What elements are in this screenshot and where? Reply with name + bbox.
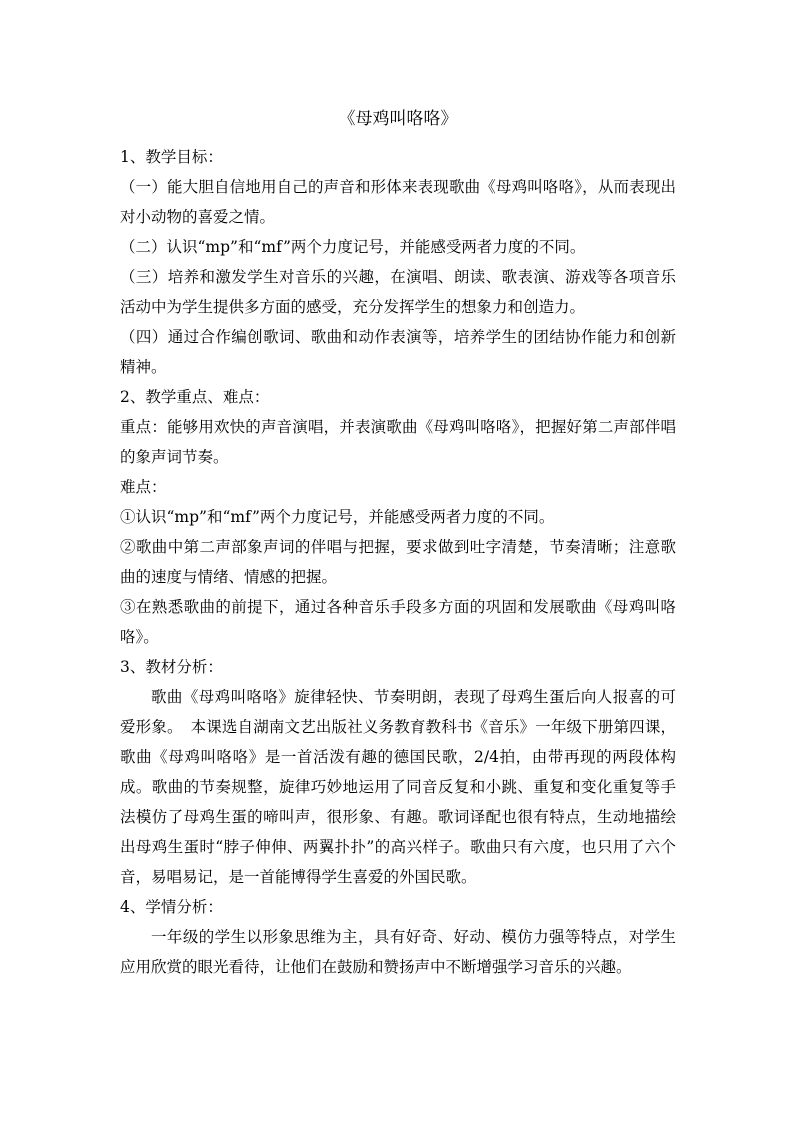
goal-item-2: （二）认识“mp”和“mf”两个力度记号，并能感受两者力度的不同。	[120, 238, 586, 256]
difficulty-label: 难点：	[120, 478, 167, 496]
learner-analysis-paragraph: 一年级的学生以形象思维为主，具有好奇、好动、模仿力强等特点，对学生应用欣赏的眼光看待，让他们在鼓励和赞扬声中不断增强学习音乐的兴趣。	[120, 928, 676, 976]
goal-item-3: （三）培养和激发学生对音乐的兴趣，在演唱、朗读、歌表演、游戏等各项音乐活动中为学生提供多方面的感受，充分发挥学生的想象力和创造力。	[120, 268, 676, 316]
material-analysis-paragraph: 歌曲《母鸡叫咯咯》旋律轻快、节奏明朗，表现了母鸡生蛋后向人报喜的可爱形象。 本课选自湖南文艺出版社义务教育教科书《音乐》一年级下册第四课，歌曲《母鸡叫咯咯》是一首活泼有趣的德国民歌，2/4拍，由带再现的两段体构成。歌曲的节奏规整，旋律巧妙地运用了同音反复和小跳、重复和变化重复等手法模仿了母鸡生蛋的啼叫声，很形象、有趣。歌词译配也很有特点，生动地描绘出母鸡生蛋时“脖子伸伸、两翼扑扑”的高兴样子。歌曲只有六度，也只用了六个音，易唱易记，是一首能博得学生喜爱的外国民歌。	[120, 688, 676, 886]
difficulty-item-1: ①认识“mp”和“mf”两个力度记号，并能感受两者力度的不同。	[120, 508, 555, 526]
difficulty-item-2: ②歌曲中第二声部象声词的伴唱与把握，要求做到吐字清楚，节奏清晰；注意歌曲的速度与情绪、情感的把握。	[120, 538, 676, 586]
difficulty-item-3: ③在熟悉歌曲的前提下，通过各种音乐手段多方面的巩固和发展歌曲《母鸡叫咯咯》。	[120, 598, 676, 646]
goal-item-4: （四）通过合作编创歌词、歌曲和动作表演等，培养学生的团结协作能力和创新精神。	[120, 328, 676, 376]
section-heading-learner-analysis: 4、学情分析：	[120, 898, 223, 916]
key-point-paragraph: 重点：能够用欢快的声音演唱，并表演歌曲《母鸡叫咯咯》，把握好第二声部伴唱的象声词节奏。	[120, 418, 676, 466]
document-title: 《母鸡叫咯咯》	[338, 109, 458, 129]
section-heading-key-difficult-points: 2、教学重点、难点：	[120, 388, 270, 406]
document-body	[120, 104, 676, 982]
section-heading-teaching-goals: 1、教学目标：	[120, 148, 223, 166]
section-heading-material-analysis: 3、教材分析：	[120, 658, 223, 676]
goal-item-1: （一）能大胆自信地用自己的声音和形体来表现歌曲《母鸡叫咯咯》，从而表现出对小动物的喜爱之情。	[120, 178, 676, 226]
